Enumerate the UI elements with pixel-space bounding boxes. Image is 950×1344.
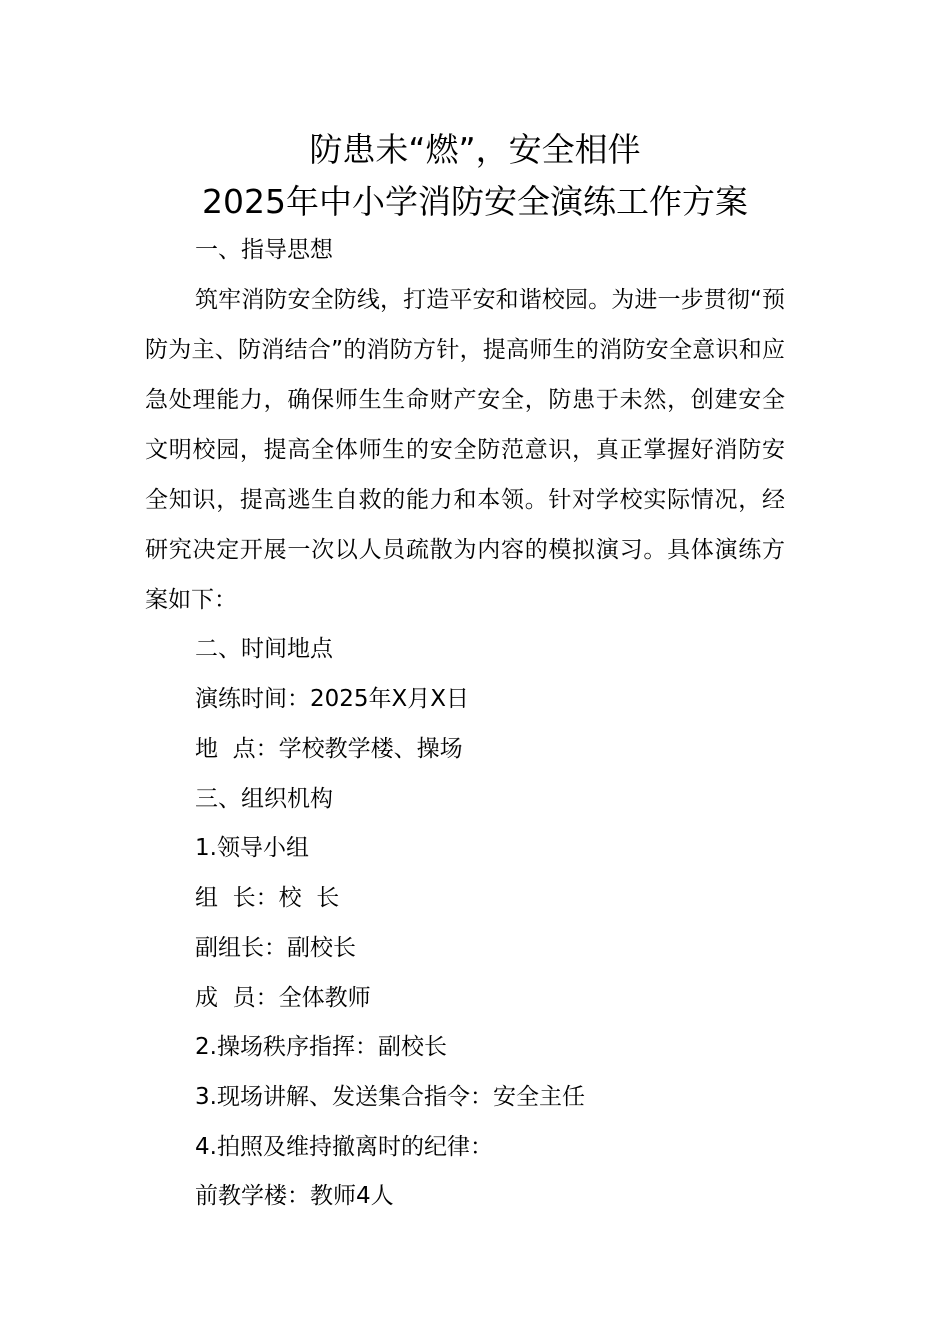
drill-place: 地 点：学校教学楼、操场	[195, 736, 463, 762]
org-item-3: 3.现场讲解、发送集合指令：安全主任	[195, 1084, 585, 1110]
front-building-staff: 前教学楼：教师4人	[195, 1183, 394, 1209]
section2-heading: 二、时间地点	[195, 636, 333, 662]
org-item-1: 1.领导小组	[195, 835, 309, 861]
deputy-leader: 副组长：副校长	[195, 935, 356, 961]
org-item-2: 2.操场秩序指挥：副校长	[195, 1034, 447, 1060]
group-leader: 组 长：校 长	[195, 885, 340, 911]
org-item-4: 4.拍照及维持撤离时的纪律：	[195, 1134, 493, 1160]
section1-paragraph: 筑牢消防安全防线，打造平安和谐校园。为进一步贯彻“预防为主、防消结合”的消防方针，提高师生的消防安全意识和应急处理能力，确保师生生命财产安全，防患于未然，创建安全文明校园，提高全体师生的安全防范意识，真正掌握好消防安全知识，提高逃生自救的能力和本领。针对学校实际情况，经研究决定开展一次以人员疏散为内容的模拟演习。具体演练方案如下：	[145, 287, 785, 613]
document-title-line2: 2025年中小学消防安全演练工作方案	[202, 182, 748, 221]
drill-time: 演练时间：2025年X月X日	[195, 686, 470, 712]
document-title-line1: 防患未“燃”，安全相伴	[309, 130, 641, 169]
section3-heading: 三、组织机构	[195, 786, 333, 812]
section1-heading: 一、指导思想	[195, 237, 333, 263]
members: 成 员：全体教师	[195, 985, 371, 1011]
